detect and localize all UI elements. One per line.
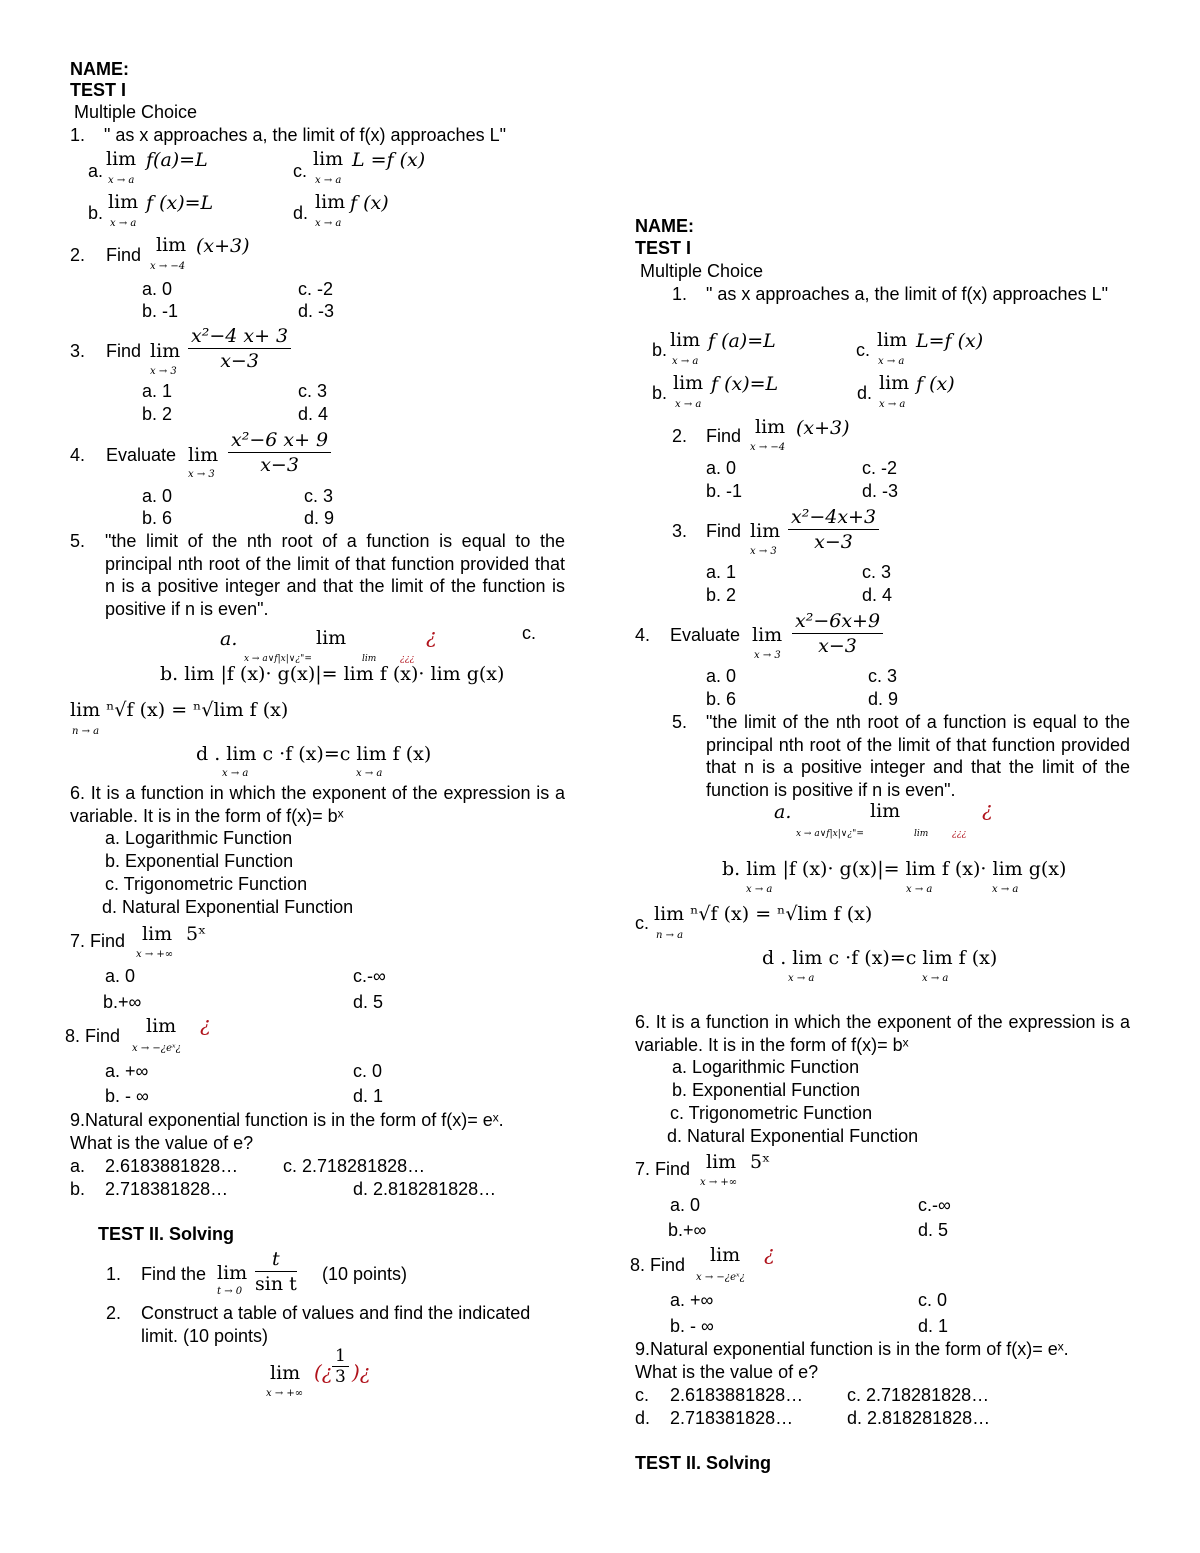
r-q8-b: b. - ∞ [670,1316,714,1336]
q5-c-sub: n → a [72,726,100,737]
r-q5-option-c-letter: c. [635,913,650,933]
s2-frac-den: 3 [335,1367,346,1387]
q8-d: d. 1 [353,1086,384,1106]
r-q9-b: 2.718381828… [670,1408,794,1428]
q9-c: c. 2.718281828… [283,1156,426,1176]
r-q3-a: a. 1 [706,562,737,582]
q9-b: 2.718381828… [105,1179,229,1199]
q2-d: d. -3 [298,301,335,321]
r-q8-sub: x → −¿eˣ¿ [696,1272,745,1283]
r-q2-b: b. -1 [706,481,743,501]
q4-a: a. 0 [142,486,173,506]
r-q1-a-lim: lim [670,329,701,351]
q2-sub: x → −4 [150,261,186,272]
q5-number: 5. [70,531,86,551]
r-q5-c-expr: lim ⁿ√f (x) = ⁿ√lim f (x) [654,903,873,925]
r-q3-b: b. 2 [706,585,737,605]
r-q1-text: " as x approaches a, the limit of f(x) approaches L" [706,284,1108,304]
r-q5-garbled-sub: x → a∨f|x|∨¿"= [796,829,864,839]
r-q2-text: Find [706,426,742,446]
s1-lim: lim [217,1262,248,1284]
q8-b: b. - ∞ [105,1086,149,1106]
q2-c: c. -2 [298,279,334,299]
q1-d-lim: lim [315,191,346,213]
test2-heading: TEST II. Solving [98,1224,235,1244]
r-q7-c: c.-∞ [918,1195,951,1215]
r-q1-c-sub: x → a [878,356,905,367]
q9-a-letter: a. [70,1156,86,1176]
r-q5-b-sub3: x → a [992,884,1019,895]
q8-red-char: ¿ [200,1012,211,1036]
r-q6-b: b. Exponential Function [672,1080,861,1100]
q1-c-expr: L =f (x) [352,149,426,171]
multiple-choice-label: Multiple Choice [74,102,198,122]
q2-text: Find [106,245,142,265]
q4-sub: x → 3 [188,469,215,480]
q3-c: c. 3 [298,381,328,401]
r-q5-d-sub2: x → a [922,973,949,984]
r-q9-a: 2.6183881828… [670,1385,804,1405]
q5-b-expr: b. lim |f (x)· g(x)|= lim f (x)· lim g(x) [160,663,505,685]
q7-c: c.-∞ [353,966,386,986]
q9-text: 9.Natural exponential function is in the form of f(x)= eˣ. [70,1110,504,1130]
q3-fraction [188,324,291,373]
q2-lim: lim [156,234,187,256]
r-q1-option-a-letter: b. [652,340,668,360]
q1-text: " as x approaches a, the limit of f(x) approaches L" [104,125,506,145]
q5-a-lim: lim [316,627,347,649]
r-q8-a: a. +∞ [670,1290,714,1310]
q8-a: a. +∞ [105,1061,149,1081]
r-q7-text: 7. Find [635,1159,691,1179]
r-q3-text: Find [706,521,742,541]
r-q7-lim: lim [706,1151,737,1173]
q5-c-expr: lim ⁿ√f (x) = ⁿ√lim f (x) [70,699,289,721]
r-q6-c: c. Trigonometric Function [670,1103,873,1123]
r-q1-option-d-letter: d. [857,383,873,403]
r-q1-b-lim: lim [673,372,704,394]
r-q4-number: 4. [635,625,651,645]
q9-a: 2.6183881828… [105,1156,239,1176]
q1-a-expr: f(a)=L [146,149,208,171]
r-q2-d: d. -3 [862,481,899,501]
r-q6-a: a. Logarithmic Function [672,1057,860,1077]
q7-lim: lim [142,923,173,945]
r-q5-b-sub1: x → a [746,884,773,895]
s2-frac-num: 1 [332,1346,349,1367]
r-q9-a-letter: c. [635,1385,650,1405]
r-q3-fraction [788,505,879,554]
r-q3-c: c. 3 [862,562,892,582]
r-q2-sub: x → −4 [750,442,786,453]
r-q8-lim: lim [710,1244,741,1266]
q4-number: 4. [70,445,86,465]
r-q1-a-sub: x → a [672,356,699,367]
q8-sub: x → −¿eˣ¿ [132,1043,181,1054]
r-q7-a: a. 0 [670,1195,701,1215]
r-q4-sub: x → 3 [754,650,781,661]
q3-b: b. 2 [142,404,173,424]
r-q9-text2: What is the value of e? [635,1362,819,1382]
r-q4-numerator: x²−6x+9 [792,609,883,634]
r-q8-d: d. 1 [918,1316,949,1336]
r-q2-lim: lim [755,416,786,438]
q1-a-sub: x → a [108,175,135,186]
q4-denominator: x−3 [260,454,299,476]
q6-d: d. Natural Exponential Function [102,897,354,917]
r-q1-d-expr: f (x) [916,373,955,395]
r-q8-red-char: ¿ [764,1241,775,1265]
q7-d: d. 5 [353,992,384,1012]
r-q3-d: d. 4 [862,585,893,605]
test1-heading: TEST I [70,80,127,100]
r-q2-expr: (x+3) [796,417,850,439]
q1-option-a-letter: a. [88,161,104,181]
s1-sub: t → 0 [217,1286,243,1297]
q7-b: b.+∞ [103,992,142,1012]
q6-text: 6. It is a function in which the exponent of the expression is a variable. It is in the form of f(x)= bˣ [70,783,565,826]
q3-text: Find [106,341,142,361]
r-q5-b-expr: b. lim |f (x)· g(x)|= lim f (x)· lim g(x) [722,858,1067,880]
s2-number: 2. [106,1303,122,1323]
s2-text: Construct a table of values and find the indicated limit. (10 points) [141,1303,531,1346]
r-q9-d: d. 2.818281828… [847,1408,991,1428]
q1-d-sub: x → a [315,218,342,229]
q5-option-a-letter: a. [220,628,238,650]
q5-d-sub2: x → a [356,768,383,779]
q5-garbled-lim: lim [362,654,377,664]
q4-numerator: x²−6 x+ 9 [228,428,331,453]
r-q1-a-expr: f (a)=L [708,330,776,352]
s1-text: Find the [141,1264,207,1284]
q4-d: d. 9 [304,508,335,528]
s2-sub: x → +∞ [266,1388,304,1399]
r-q3-lim: lim [750,520,781,542]
q1-c-lim: lim [313,148,344,170]
r-q5-text: "the limit of the nth root of a function is equal to the principal nth root of the limit of that function provided that n is a positive integer and that the limit of the function is positive if n is even". [706,712,1130,800]
r-q4-lim: lim [752,624,783,646]
q7-sub: x → +∞ [136,949,174,960]
r-q9-c: c. 2.718281828… [847,1385,990,1405]
r-q3-denominator: x−3 [814,531,853,553]
r-q1-b-sub: x → a [675,399,702,410]
q3-a: a. 1 [142,381,173,401]
r-q5-d-expr: d . lim c ·f (x)=c lim f (x) [762,947,998,969]
q5-text: "the limit of the nth root of a function is equal to the principal nth root of the limit of that function provided that n is a positive integer and that the limit of the function is positive if n is even". [105,531,565,619]
q3-lim: lim [150,340,181,362]
r-q5-garbled-lim: lim [914,829,929,839]
q1-number: 1. [70,125,86,145]
r-q4-fraction [792,609,883,658]
q4-b: b. 6 [142,508,173,528]
r-q5-c-sub: n → a [656,930,684,941]
r-q7-expr: 5ˣ [750,1151,771,1173]
r-q3-numerator: x²−4x+3 [788,505,879,530]
r-q4-b: b. 6 [706,689,737,709]
r-q9-text: 9.Natural exponential function is in the form of f(x)= eˣ. [635,1339,1069,1359]
r-name-label: NAME: [635,216,694,236]
r-q5-d-sub1: x → a [788,973,815,984]
q2-a: a. 0 [142,279,173,299]
r-q6-text: 6. It is a function in which the exponent of the expression is a variable. It is in the form of f(x)= bˣ [635,1012,1130,1055]
q5-garbled-red: ¿¿¿ [400,654,415,664]
q1-b-expr: f (x)=L [146,192,214,214]
s2-expr-close: )¿ [352,1360,371,1384]
r-multiple-choice-label: Multiple Choice [640,261,764,281]
q8-text: 8. Find [65,1026,121,1046]
r-q1-number: 1. [672,284,688,304]
r-q5-a-lim: lim [870,800,901,822]
r-q1-option-c-letter: c. [856,340,871,360]
s1-number: 1. [106,1264,122,1284]
q9-text2: What is the value of e? [70,1133,254,1153]
q5-d-sub1: x → a [222,768,249,779]
r-q4-d: d. 9 [868,689,899,709]
q5-option-c-letter: c. [522,623,537,643]
q6-c: c. Trigonometric Function [105,874,308,894]
q8-lim: lim [146,1015,177,1037]
r-q7-sub: x → +∞ [700,1177,738,1188]
q1-d-expr: f (x) [350,192,389,214]
r-q2-c: c. -2 [862,458,898,478]
r-q4-text: Evaluate [670,625,741,645]
q1-option-d-letter: d. [293,203,309,223]
q5-a-red-char: ¿ [426,624,437,648]
r-q8-text: 8. Find [630,1255,686,1275]
q9-b-letter: b. [70,1179,86,1199]
q1-c-sub: x → a [315,175,342,186]
q2-number: 2. [70,245,86,265]
r-q5-number: 5. [672,712,688,732]
r-q5-a-red-char: ¿ [982,797,993,821]
s1-numerator: t [255,1247,297,1272]
q7-a: a. 0 [105,966,136,986]
q2-b: b. -1 [142,301,179,321]
s1-fraction [255,1247,297,1296]
q7-expr: 5ˣ [186,923,207,945]
s2-lim: lim [270,1362,301,1384]
s1-denominator: sin t [255,1273,297,1295]
r-q3-sub: x → 3 [750,546,777,557]
r-test1-heading: TEST I [635,238,692,258]
q2-expr: (x+3) [196,235,250,257]
r-q7-d: d. 5 [918,1220,949,1240]
r-q4-denominator: x−3 [818,635,857,657]
q1-b-lim: lim [108,191,139,213]
r-q2-number: 2. [672,426,688,446]
r-q2-a: a. 0 [706,458,737,478]
q5-d-expr: d . lim c ·f (x)=c lim f (x) [196,743,432,765]
q4-text: Evaluate [106,445,177,465]
q3-denominator: x−3 [220,350,259,372]
r-q5-option-a-letter: a. [774,801,792,823]
q9-d: d. 2.818281828… [353,1179,497,1199]
r-q9-b-letter: d. [635,1408,651,1428]
q6-a: a. Logarithmic Function [105,828,293,848]
q1-a-lim: lim [106,148,137,170]
q6-b: b. Exponential Function [105,851,294,871]
r-q1-c-lim: lim [877,329,908,351]
r-q4-c: c. 3 [868,666,898,686]
r-q1-b-expr: f (x)=L [711,373,779,395]
q4-c: c. 3 [304,486,334,506]
r-q7-b: b.+∞ [668,1220,707,1240]
q3-sub: x → 3 [150,366,177,377]
q1-option-b-letter: b. [88,203,104,223]
r-q1-c-expr: L=f (x) [916,330,984,352]
q1-option-c-letter: c. [293,161,308,181]
s2-expr-open: (¿ [314,1360,333,1384]
r-q4-a: a. 0 [706,666,737,686]
q3-number: 3. [70,341,86,361]
q4-lim: lim [188,444,219,466]
q3-d: d. 4 [298,404,329,424]
r-q8-c: c. 0 [918,1290,948,1310]
q5-garbled-sub: x → a∨f|x|∨¿"= [244,654,312,664]
q7-text: 7. Find [70,931,126,951]
q3-numerator: x²−4 x+ 3 [188,324,291,349]
q8-c: c. 0 [353,1061,383,1081]
r-q1-option-b-letter: b. [652,383,668,403]
r-q6-d: d. Natural Exponential Function [667,1126,919,1146]
name-label: NAME: [70,59,129,79]
q4-fraction [228,428,331,477]
r-q1-d-lim: lim [879,372,910,394]
s2-fraction [332,1346,349,1387]
r-q1-d-sub: x → a [879,399,906,410]
r-q3-number: 3. [672,521,688,541]
r-q5-garbled-red: ¿¿¿ [952,829,967,839]
r-q5-b-sub2: x → a [906,884,933,895]
r-test2-heading: TEST II. Solving [635,1453,772,1473]
s1-points: (10 points) [322,1264,408,1284]
q1-b-sub: x → a [110,218,137,229]
